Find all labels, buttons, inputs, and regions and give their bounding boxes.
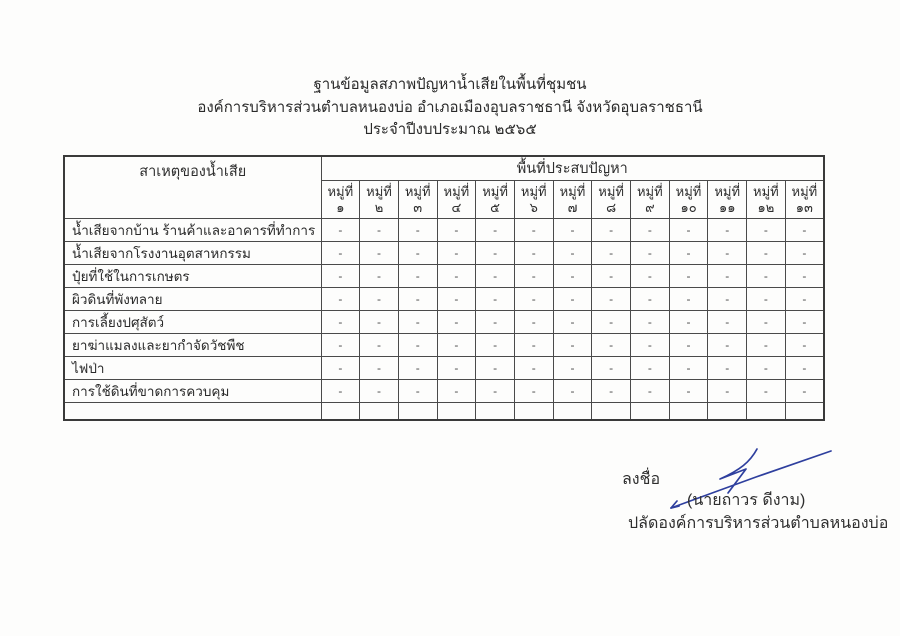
value-cell: - [669,219,708,242]
value-cell: - [476,311,515,334]
table-row [64,242,824,265]
value-cell: - [476,334,515,357]
value-cell: - [437,311,476,334]
cause-cell: การเลี้ยงปศุสัตว์ [64,311,321,334]
value-cell: - [631,334,670,357]
village-label: หมู่ที่ [443,183,470,199]
cause-cell: น้ำเสียจากโรงงานอุตสาหกรรม [64,242,321,265]
value-cell: - [437,242,476,265]
value-cell: - [360,288,399,311]
value-cell: - [360,380,399,403]
value-cell: - [514,311,553,334]
village-header-10 [669,181,708,219]
value-cell: - [785,334,824,357]
value-cell: - [398,380,437,403]
village-label: หมู่ที่ [791,183,818,199]
value-cell [437,403,476,420]
value-cell: - [785,265,824,288]
value-cell: - [592,380,631,403]
value-cell: - [708,288,747,311]
value-cell: - [437,288,476,311]
value-cell: - [708,311,747,334]
value-cell: - [708,334,747,357]
value-cell: - [476,380,515,403]
village-number: ๑๐ [680,199,697,215]
value-cell: - [553,288,592,311]
village-label: หมู่ที่ [559,183,586,199]
table-row [64,334,824,357]
value-cell: - [553,242,592,265]
value-cell [669,403,708,420]
value-cell: - [321,265,360,288]
value-cell: - [321,380,360,403]
table-row [64,403,824,420]
value-cell: - [708,380,747,403]
value-cell [631,403,670,420]
cause-cell: การใช้ดินที่ขาดการควบคุม [64,380,321,403]
value-cell: - [514,288,553,311]
value-cell: - [592,265,631,288]
village-label: หมู่ที่ [366,183,392,199]
value-cell: - [592,357,631,380]
document-title-line-2: องค์การบริหารส่วนตำบลหนองบ่อ อำเภอเมืองอุบลราชธานี จังหวัดอุบลราชธานี [197,98,703,116]
value-cell: - [321,219,360,242]
value-cell: - [747,357,786,380]
value-cell: - [592,334,631,357]
value-cell: - [360,334,399,357]
value-cell: - [398,219,437,242]
value-cell: - [398,334,437,357]
value-cell: - [360,265,399,288]
village-label: หมู่ที่ [598,183,625,199]
value-cell: - [592,242,631,265]
village-header-2 [360,181,399,219]
value-cell [747,403,786,420]
value-cell: - [785,219,824,242]
village-number: ๙ [645,199,655,215]
table-row [64,357,824,380]
cause-cell [64,403,321,420]
value-cell: - [669,288,708,311]
value-cell [398,403,437,420]
value-cell: - [785,380,824,403]
document-title-block [0,74,900,142]
village-number: ๓ [413,199,423,215]
value-cell: - [437,265,476,288]
value-cell: - [669,242,708,265]
value-cell [553,403,592,420]
village-label: หมู่ที่ [636,183,663,199]
value-cell: - [708,357,747,380]
value-cell: - [514,334,553,357]
value-cell: - [631,311,670,334]
value-cell: - [747,288,786,311]
value-cell: - [553,357,592,380]
value-cell: - [398,265,437,288]
village-header-6 [514,181,553,219]
cause-cell: ไฟป่า [64,357,321,380]
value-cell: - [398,242,437,265]
value-cell: - [476,219,515,242]
value-cell: - [437,357,476,380]
value-cell: - [514,357,553,380]
value-cell: - [553,334,592,357]
wastewater-problem-table [63,155,825,421]
document-title-line-1: ฐานข้อมูลสภาพปัญหาน้ำเสียในพื้นที่ชุมชน [313,76,587,93]
village-number: ๑ [336,199,345,215]
value-cell: - [553,311,592,334]
village-header-13 [785,181,824,219]
value-cell [514,403,553,420]
village-number: ๕ [490,199,501,215]
value-cell [592,403,631,420]
village-label: หมู่ที่ [327,183,354,199]
value-cell: - [514,380,553,403]
value-cell: - [747,242,786,265]
table-row [64,380,824,403]
value-cell: - [476,265,515,288]
value-cell: - [592,311,631,334]
signatory-name: (นายถาวร ดีงาม) [687,492,806,509]
value-cell: - [747,334,786,357]
village-label: หมู่ที่ [520,183,547,199]
value-cell: - [360,242,399,265]
value-cell: - [747,311,786,334]
value-cell: - [669,380,708,403]
value-cell: - [476,357,515,380]
village-number: ๔ [451,199,462,215]
value-cell: - [747,380,786,403]
village-header-11 [708,181,747,219]
table-row [64,219,824,242]
value-cell [476,403,515,420]
cause-cell: น้ำเสียจากบ้าน ร้านค้าและอาคารที่ทำการ [64,219,321,242]
table-row [64,311,824,334]
document-title-line-3: ประจำปีงบประมาณ ๒๕๖๕ [363,121,537,138]
value-cell: - [321,242,360,265]
value-cell [785,403,824,420]
table-row [64,265,824,288]
village-number: ๑๒ [757,199,775,215]
value-cell: - [321,334,360,357]
value-cell [321,403,360,420]
village-header-1 [321,181,360,219]
village-number: ๗ [567,199,578,215]
table-row [64,288,824,311]
value-cell: - [669,265,708,288]
value-cell: - [631,242,670,265]
value-cell: - [631,265,670,288]
value-cell: - [437,334,476,357]
value-cell: - [708,265,747,288]
village-header-4 [437,181,476,219]
village-header-8 [592,181,631,219]
village-number: ๒ [374,199,384,215]
value-cell: - [631,357,670,380]
value-cell: - [321,357,360,380]
value-cell: - [321,311,360,334]
value-cell: - [398,311,437,334]
value-cell: - [747,265,786,288]
value-cell: - [785,288,824,311]
value-cell: - [360,219,399,242]
value-cell: - [398,357,437,380]
value-cell: - [708,242,747,265]
value-cell: - [708,219,747,242]
value-cell: - [592,219,631,242]
cause-cell: ยาฆ่าแมลงและยากำจัดวัชพืช [64,334,321,357]
value-cell [360,403,399,420]
village-header-12 [747,181,786,219]
value-cell: - [553,380,592,403]
village-label: หมู่ที่ [404,183,431,199]
value-cell: - [669,311,708,334]
value-cell: - [553,219,592,242]
village-header-7 [553,181,592,219]
value-cell: - [360,357,399,380]
value-cell: - [631,288,670,311]
village-label: หมู่ที่ [714,183,741,199]
value-cell: - [437,219,476,242]
value-cell: - [360,311,399,334]
village-header-3 [398,181,437,219]
value-cell: - [476,242,515,265]
cause-cell: ปุ๋ยที่ใช้ในการเกษตร [64,265,321,288]
value-cell: - [785,242,824,265]
value-cell: - [398,288,437,311]
value-cell: - [669,334,708,357]
value-cell: - [514,265,553,288]
value-cell: - [747,219,786,242]
value-cell: - [631,380,670,403]
value-cell: - [631,219,670,242]
value-cell: - [669,357,708,380]
value-cell: - [514,219,553,242]
village-number: ๑๑ [718,199,736,215]
value-cell: - [785,311,824,334]
value-cell: - [437,380,476,403]
village-number: ๖ [529,199,538,215]
table-body [64,219,824,420]
value-cell: - [321,288,360,311]
value-cell [708,403,747,420]
village-header-5 [476,181,515,219]
village-label: หมู่ที่ [482,183,508,199]
village-label: หมู่ที่ [675,183,702,199]
value-cell: - [553,265,592,288]
cause-column-header: สาเหตุของน้ำเสีย [64,156,321,219]
value-cell: - [785,357,824,380]
value-cell: - [476,288,515,311]
cause-cell: ผิวดินที่พังทลาย [64,288,321,311]
village-number: ๘ [606,199,617,215]
sign-here-label: ลงชื่อ [622,471,661,488]
problem-area-header: พื้นที่ประสบปัญหา [321,156,824,181]
village-label: หมู่ที่ [753,183,779,199]
village-header-9 [631,181,670,219]
value-cell: - [592,288,631,311]
village-number: ๑๓ [795,199,813,215]
signatory-position: ปลัดองค์การบริหารส่วนตำบลหนองบ่อ [628,515,889,532]
value-cell: - [514,242,553,265]
